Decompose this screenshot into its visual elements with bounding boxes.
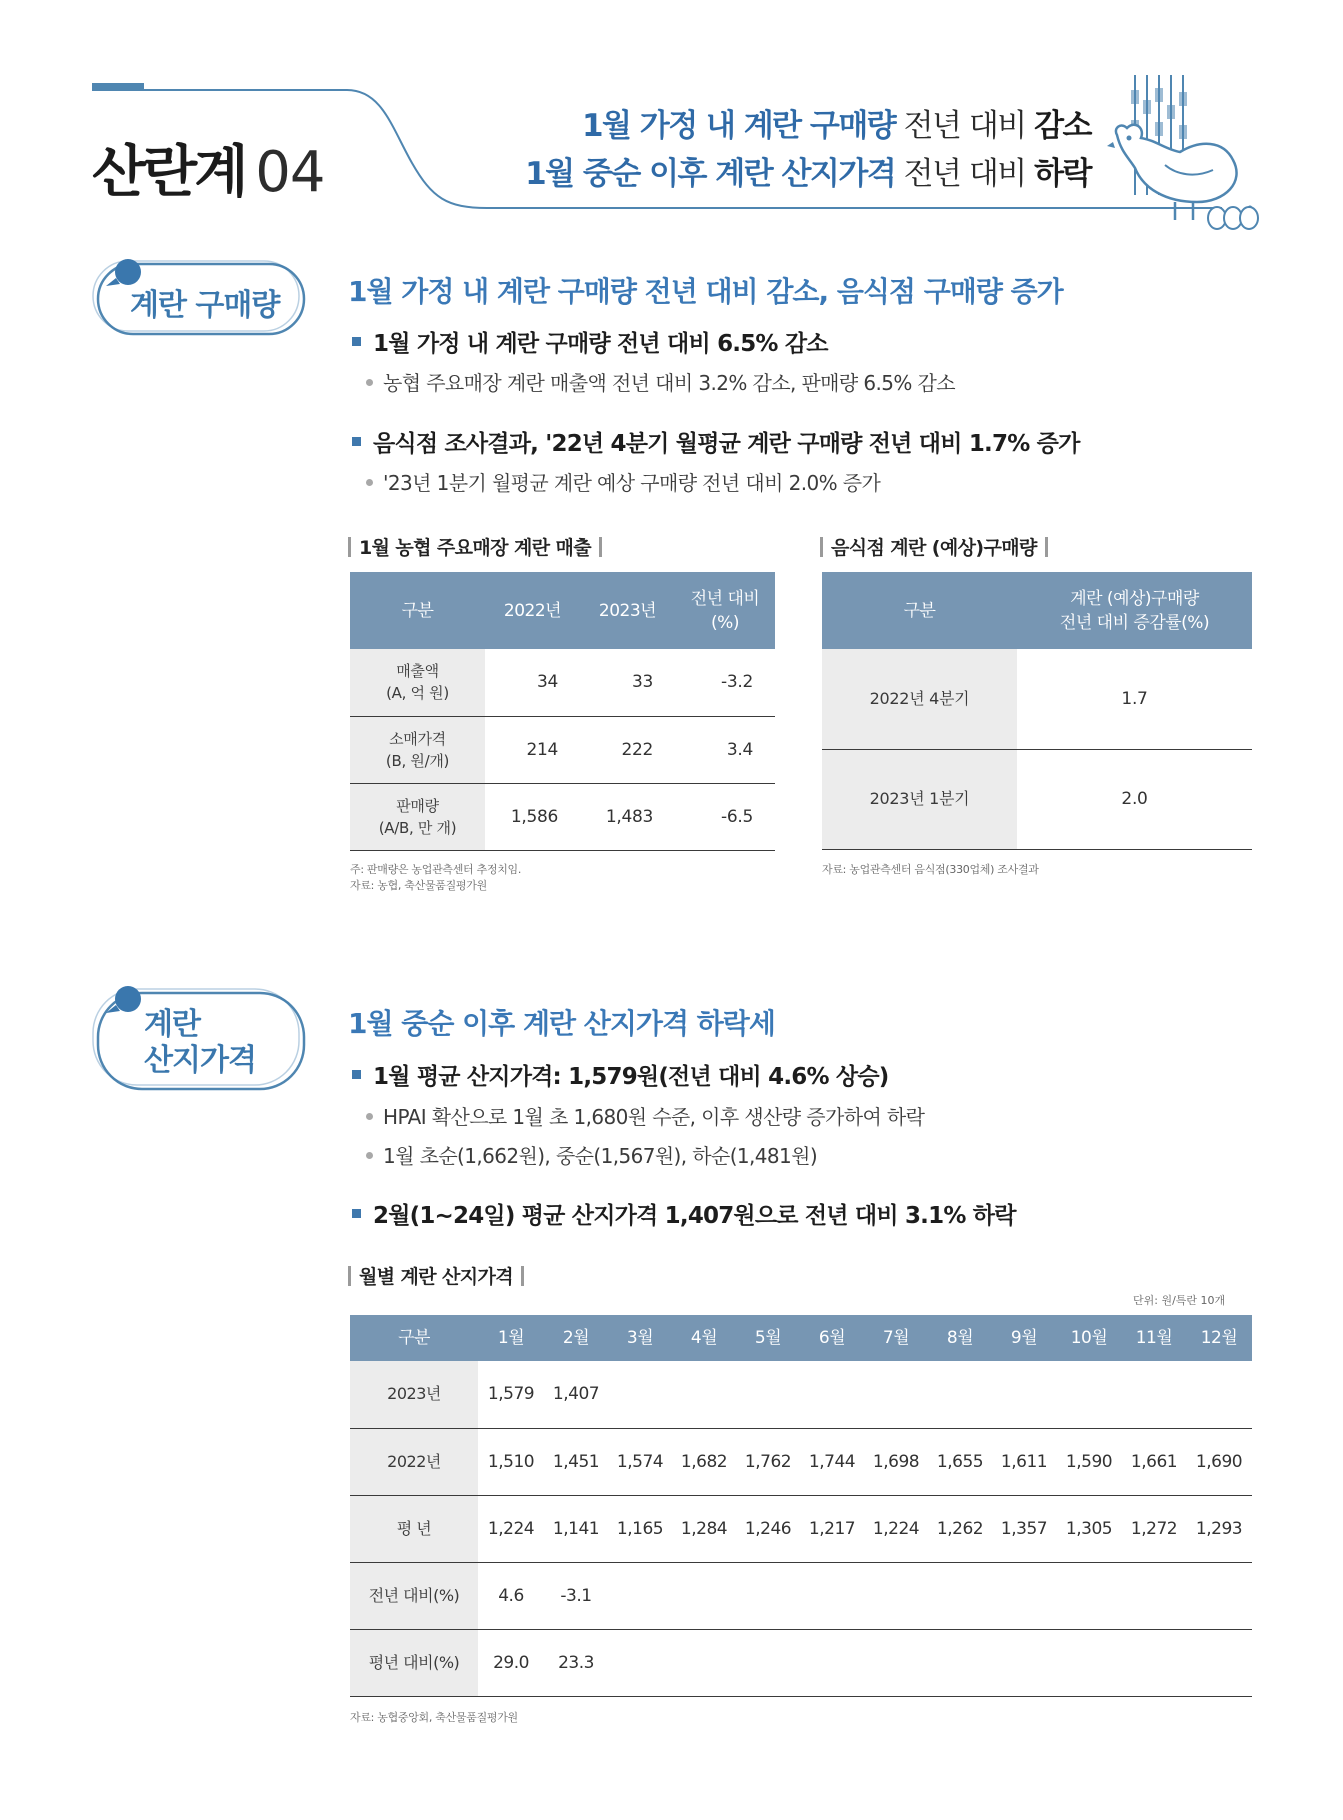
table-cell: 222 bbox=[580, 716, 675, 783]
badge-egg-farm-price bbox=[90, 985, 310, 1093]
headline-2: 1월 중순 이후 계란 산지가격 전년 대비 하락 bbox=[525, 156, 1091, 192]
table-cell bbox=[864, 1562, 928, 1629]
table-cell bbox=[864, 1629, 928, 1696]
table-row bbox=[350, 1629, 1252, 1696]
bullet-dot-icon bbox=[366, 379, 373, 386]
section1-bullet1-sub: 농협 주요매장 계란 매출액 전년 대비 3.2% 감소, 판매량 6.5% 감소 bbox=[366, 367, 955, 396]
table-cell bbox=[608, 1562, 672, 1629]
table-header-cell: 12월 bbox=[1186, 1315, 1252, 1361]
table-cell: 1,262 bbox=[928, 1495, 992, 1562]
table-cell bbox=[672, 1361, 736, 1428]
table-cell: 1,690 bbox=[1186, 1428, 1252, 1495]
table-header-cell: 전년 대비 (%) bbox=[675, 572, 775, 649]
table-row bbox=[350, 1428, 1252, 1495]
section2-bullet1-sub2: 1월 초순(1,662원), 중순(1,567원), 하순(1,481원) bbox=[366, 1140, 817, 1169]
table-cell bbox=[672, 1629, 736, 1696]
row-header: 평년 대비(%) bbox=[350, 1629, 478, 1696]
table-cell bbox=[928, 1629, 992, 1696]
row-header: 판매량 (A/B, 만 개) bbox=[350, 783, 485, 850]
table-cell: 1,224 bbox=[864, 1495, 928, 1562]
table-header-cell: 4월 bbox=[672, 1315, 736, 1361]
table-cell: 1,224 bbox=[478, 1495, 544, 1562]
table1-notes: 주: 판매량은 농업관측센터 추정치임. 자료: 농협, 축산물품질평가원 bbox=[350, 863, 522, 892]
table-cell: 1,762 bbox=[736, 1428, 800, 1495]
table-cell: 1,284 bbox=[672, 1495, 736, 1562]
table-cell: 1,579 bbox=[478, 1361, 544, 1428]
row-header: 2022년 bbox=[350, 1428, 478, 1495]
table-header-cell: 1월 bbox=[478, 1315, 544, 1361]
table-row bbox=[350, 716, 775, 783]
table-cell: 1,590 bbox=[1056, 1428, 1122, 1495]
table-cell: 1,451 bbox=[544, 1428, 608, 1495]
table-cell: 1,744 bbox=[800, 1428, 864, 1495]
bullet-square-icon bbox=[352, 1070, 361, 1079]
bullet-square-icon bbox=[352, 337, 361, 346]
table-header-cell: 2023년 bbox=[580, 572, 675, 649]
table2-caption: 음식점 계란 (예상)구매량 bbox=[812, 533, 1056, 560]
table-cell bbox=[1186, 1562, 1252, 1629]
section2-bullet2: 2월(1~24일) 평균 산지가격 1,407원으로 전년 대비 3.1% 하락 bbox=[352, 1197, 1016, 1230]
bullet-square-icon bbox=[352, 437, 361, 446]
table-cell bbox=[800, 1562, 864, 1629]
table-cell bbox=[608, 1361, 672, 1428]
table-header-cell: 구분 bbox=[350, 1315, 478, 1361]
row-header: 전년 대비(%) bbox=[350, 1562, 478, 1629]
table-row bbox=[822, 749, 1252, 849]
section1-title: 1월 가정 내 계란 구매량 전년 대비 감소, 음식점 구매량 증가 bbox=[348, 275, 1063, 308]
table-header-cell: 3월 bbox=[608, 1315, 672, 1361]
table-cell bbox=[672, 1562, 736, 1629]
badge-egg-purchase: 계란 구매량 bbox=[90, 258, 310, 340]
table-cell: 33 bbox=[580, 649, 675, 716]
table-cell bbox=[1056, 1361, 1122, 1428]
row-header: 2022년 4분기 bbox=[822, 649, 1017, 749]
table-header-cell: 6월 bbox=[800, 1315, 864, 1361]
table-cell: 4.6 bbox=[478, 1562, 544, 1629]
table-row bbox=[350, 783, 775, 850]
table-cell: 2.0 bbox=[1017, 749, 1252, 849]
table-cell bbox=[992, 1361, 1056, 1428]
table-header-cell: 계란 (예상)구매량 전년 대비 증감률(%) bbox=[1017, 572, 1252, 649]
table-row bbox=[350, 1562, 1252, 1629]
table-cell bbox=[864, 1361, 928, 1428]
section1-bullet2-sub: '23년 1분기 월평균 계란 예상 구매량 전년 대비 2.0% 증가 bbox=[366, 467, 880, 496]
table-row bbox=[822, 649, 1252, 749]
table-cell: 1,293 bbox=[1186, 1495, 1252, 1562]
table2-note: 자료: 농업관측센터 음식점(330업체) 조사결과 bbox=[822, 863, 1039, 876]
bullet-dot-icon bbox=[366, 1113, 373, 1120]
table-cell bbox=[1186, 1361, 1252, 1428]
table-cell bbox=[1186, 1629, 1252, 1696]
table-cell: 1,586 bbox=[485, 783, 580, 850]
table-cell bbox=[736, 1562, 800, 1629]
table-row bbox=[350, 1361, 1252, 1428]
table-row bbox=[350, 649, 775, 716]
table-cell: 1,682 bbox=[672, 1428, 736, 1495]
table-cell bbox=[928, 1361, 992, 1428]
table-cell: 214 bbox=[485, 716, 580, 783]
table-cell bbox=[1122, 1562, 1186, 1629]
table3-unit: 단위: 원/특란 10개 bbox=[1133, 1294, 1226, 1307]
table-header-cell: 9월 bbox=[992, 1315, 1056, 1361]
hen-wheat-illustration bbox=[1105, 70, 1265, 235]
table-monthly-farm-price bbox=[350, 1315, 1252, 1697]
table-cell: 34 bbox=[485, 649, 580, 716]
table-header-cell: 7월 bbox=[864, 1315, 928, 1361]
row-header: 평 년 bbox=[350, 1495, 478, 1562]
table-cell bbox=[736, 1361, 800, 1428]
table-cell bbox=[800, 1361, 864, 1428]
table-header-cell: 10월 bbox=[1056, 1315, 1122, 1361]
table-cell bbox=[1122, 1361, 1186, 1428]
table-cell: 1,407 bbox=[544, 1361, 608, 1428]
table-cell: 1,305 bbox=[1056, 1495, 1122, 1562]
table-nh-egg-sales bbox=[350, 572, 775, 851]
headline-1: 1월 가정 내 계란 구매량 전년 대비 감소 bbox=[581, 108, 1091, 144]
table-cell bbox=[928, 1562, 992, 1629]
section2-bullet1-sub1: HPAI 확산으로 1월 초 1,680원 수준, 이후 생산량 증가하여 하락 bbox=[366, 1101, 924, 1130]
table-cell bbox=[1056, 1629, 1122, 1696]
table-cell: 1,217 bbox=[800, 1495, 864, 1562]
section1-bullet2: 음식점 조사결과, '22년 4분기 월평균 계란 구매량 전년 대비 1.7% 증가 bbox=[352, 425, 1079, 458]
table-cell: 1,655 bbox=[928, 1428, 992, 1495]
table-cell: 1,661 bbox=[1122, 1428, 1186, 1495]
table-cell bbox=[992, 1629, 1056, 1696]
table1-caption: 1월 농협 주요매장 계란 매출 bbox=[340, 533, 610, 560]
table-cell: -3.2 bbox=[675, 649, 775, 716]
table-cell: 29.0 bbox=[478, 1629, 544, 1696]
table-cell: 1,483 bbox=[580, 783, 675, 850]
table-cell: 1,574 bbox=[608, 1428, 672, 1495]
table-header-cell: 5월 bbox=[736, 1315, 800, 1361]
row-header: 매출액 (A, 억 원) bbox=[350, 649, 485, 716]
table-cell: 1,246 bbox=[736, 1495, 800, 1562]
badge-egg-farm-price-label: 계란 산지가격 bbox=[144, 1007, 256, 1078]
table-cell bbox=[608, 1629, 672, 1696]
table-row bbox=[350, 1495, 1252, 1562]
table-cell: 1,165 bbox=[608, 1495, 672, 1562]
table-header-cell: 11월 bbox=[1122, 1315, 1186, 1361]
table-header-cell: 구분 bbox=[822, 572, 1017, 649]
table-cell: 1,272 bbox=[1122, 1495, 1186, 1562]
section2-title: 1월 중순 이후 계란 산지가격 하락세 bbox=[348, 1007, 775, 1040]
header-headlines bbox=[525, 102, 1091, 198]
table-cell bbox=[1056, 1562, 1122, 1629]
table-cell: 3.4 bbox=[675, 716, 775, 783]
bullet-dot-icon bbox=[366, 479, 373, 486]
table-cell bbox=[1122, 1629, 1186, 1696]
page-section-title: 산란계 04 bbox=[92, 140, 325, 205]
bullet-square-icon bbox=[352, 1209, 361, 1218]
table-cell: -6.5 bbox=[675, 783, 775, 850]
row-header: 2023년 1분기 bbox=[822, 749, 1017, 849]
table-cell: 1,611 bbox=[992, 1428, 1056, 1495]
table-header-cell: 구분 bbox=[350, 572, 485, 649]
table-cell: 1,141 bbox=[544, 1495, 608, 1562]
table-cell: 23.3 bbox=[544, 1629, 608, 1696]
table-cell: 1,357 bbox=[992, 1495, 1056, 1562]
section1-bullet1: 1월 가정 내 계란 구매량 전년 대비 6.5% 감소 bbox=[352, 325, 828, 358]
table-cell: 1.7 bbox=[1017, 649, 1252, 749]
table3-caption: 월별 계란 산지가격 bbox=[340, 1262, 532, 1289]
row-header: 소매가격 (B, 원/개) bbox=[350, 716, 485, 783]
table-header-cell: 8월 bbox=[928, 1315, 992, 1361]
table-cell: 1,510 bbox=[478, 1428, 544, 1495]
row-header: 2023년 bbox=[350, 1361, 478, 1428]
table-cell bbox=[736, 1629, 800, 1696]
bullet-dot-icon bbox=[366, 1152, 373, 1159]
table-restaurant-egg-purchase bbox=[822, 572, 1252, 850]
section2-bullet1: 1월 평균 산지가격: 1,579원(전년 대비 4.6% 상승) bbox=[352, 1058, 888, 1091]
table-cell: 1,698 bbox=[864, 1428, 928, 1495]
table-cell bbox=[800, 1629, 864, 1696]
table3-note: 자료: 농협중앙회, 축산물품질평가원 bbox=[350, 1711, 518, 1724]
table-cell bbox=[992, 1562, 1056, 1629]
table-header-cell: 2월 bbox=[544, 1315, 608, 1361]
table-cell: -3.1 bbox=[544, 1562, 608, 1629]
table-header-cell: 2022년 bbox=[485, 572, 580, 649]
